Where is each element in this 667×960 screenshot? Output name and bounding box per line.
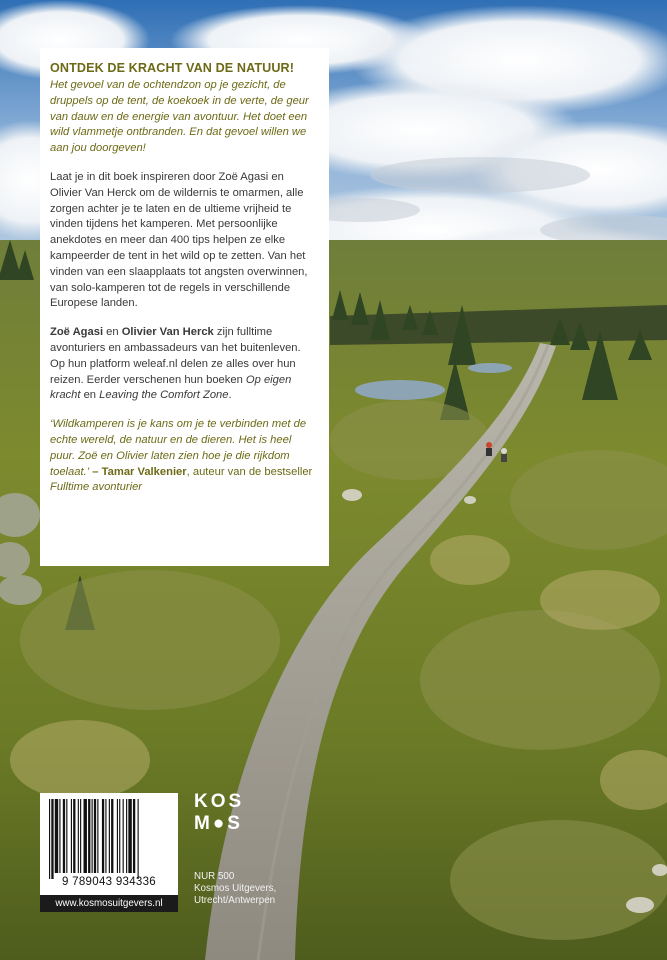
barcode-bar [71,799,72,873]
barcode-bar [51,799,53,879]
barcode-bar [133,799,135,873]
quote-book-title: Fulltime avonturier [50,481,143,494]
publisher-name: Kosmos Uitgevers, [194,883,277,894]
barcode [40,793,178,895]
endorsement-quote: ‘Wildkamperen is je kans om je te verbinden met de echte wereld, de natuur en de dieren. Het is heel puur. Zoë en Olivier laten zien hoe je die rijkdom toelaat.’ – Tamar Valkenier, auteur van de bestseller Fulltime avonturier [50,418,313,494]
lead-paragraph: Het gevoel van de ochtendzon op je gezicht, de druppels op de tent, de koekoek in de verte, de geur van dauw en de energie van avontuur. Het doet een wild vlammetje ontbranden. En dat gevoel willen we aan jou doorgeven! [50,79,309,155]
barcode-bar [128,799,131,873]
barcode-bar [55,799,58,873]
publisher-logo [194,792,256,838]
barcode-bar [49,799,50,879]
barcode-bar [80,799,81,873]
barcode-bar [126,799,127,873]
barcode-bar [88,799,90,873]
imprint [194,871,276,907]
description-paragraph: Laat je in dit boek inspireren door Zoë Agasi en Olivier Van Herck om de wildernis te omarmen, alle zorgen achter je te laten en de ultieme vrijheid te vinden tijdens het kamperen. Met persoonlijke anekdotes en meer dan 400 tips helpen ze elke kampeerder de tent in het wild op te zetten. Van het vinden van een slaapplaats tot angsten overwinnen, van solo-kamperen tot de regels in verschillende Europese landen. [50,170,308,310]
barcode-bar [102,799,104,873]
barcode-bar [138,799,139,879]
barcode-bar [92,799,93,873]
barcode-bar [123,799,124,873]
author-name-1: Zoë Agasi [50,326,104,339]
barcode-bar [117,799,118,873]
barcode-bar [78,799,79,873]
book-title-2: Leaving the Comfort Zone [99,389,229,402]
publisher-city: Utrecht/Antwerpen [194,895,276,906]
logo-line-2: M●S [194,813,243,834]
headline: ONTDEK DE KRACHT VAN DE NATUUR! [50,61,295,75]
nur-code: NUR 500 [194,871,235,882]
barcode-bar [105,799,106,873]
barcode-bar [84,799,87,873]
description-panel [40,48,329,566]
barcode-bar [63,799,65,873]
barcode-bar [73,799,75,873]
author-name-2: Olivier Van Herck [121,326,214,339]
publisher-url: www.kosmosuitgevers.nl [40,895,178,912]
logo-line-1: KOS [194,791,245,812]
barcode-bars [47,799,171,879]
isbn-number: 9 789043 934336 [61,876,157,888]
barcode-bar [111,799,113,873]
barcode-bar [109,799,110,873]
barcode-bar [66,799,67,873]
book-title-1: Op eigen kracht [50,373,292,402]
barcode-bar [97,799,98,873]
authors-paragraph: Zoë Agasi en Olivier Van Herck zijn fulltime avonturiers en ambassadeurs van het buitenleven. Op hun platform weleaf.nl delen ze alles over hun reizen. Eerder verschenen hun boeken Op eigen kracht en Leaving the Comfort Zone. [50,326,301,402]
quote-text: ‘Wildkamperen is je kans om je te verbinden met de echte wereld, de natuur en de dieren. Het is heel puur. Zoë en Olivier laten zien hoe je die rijkdom toelaat.’ [50,418,307,478]
barcode-bar [119,799,120,873]
quote-author: Tamar Valkenier [101,465,187,478]
barcode-bar [94,799,96,873]
barcode-bar [59,799,60,873]
